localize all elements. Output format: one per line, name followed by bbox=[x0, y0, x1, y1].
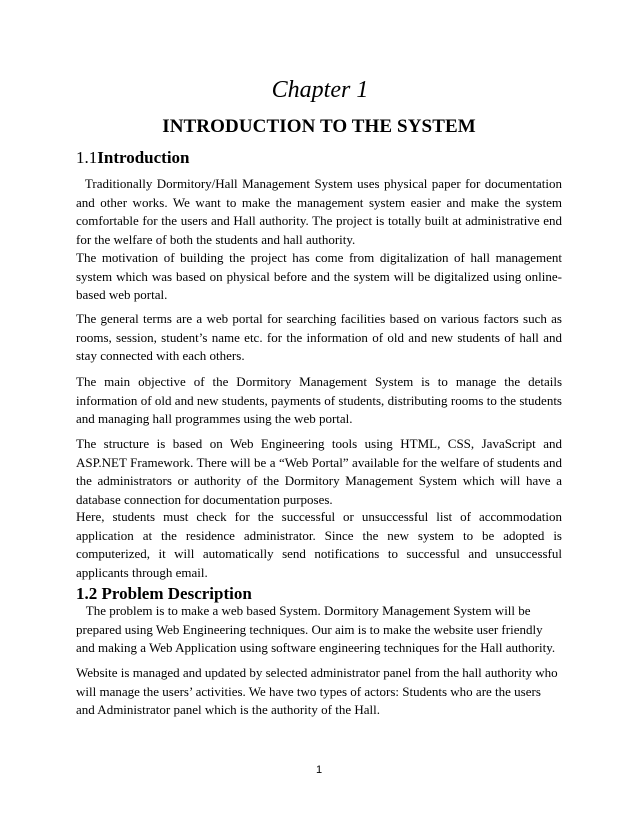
section-heading-introduction bbox=[76, 148, 190, 168]
main-heading: INTRODUCTION TO THE SYSTEM bbox=[162, 116, 476, 137]
intro-paragraph-2: The motivation of building the project has come from digitalization of hall management system which was based on physical before and the system will be digitalized using online-based web portal. bbox=[76, 250, 562, 302]
problem-paragraph-1: The problem is to make a web based System. Dormitory Management System will be prepared using Web Engineering techniques. Our aim is to make the website user friendly and making a Web Application using software engineering techniques for the Hall authority. bbox=[76, 603, 556, 655]
chapter-title-text: Chapter 1 bbox=[271, 77, 369, 103]
section-title: Introduction bbox=[97, 148, 190, 167]
page-number: 1 bbox=[315, 764, 323, 776]
intro-paragraph-1: Traditionally Dormitory/Hall Management System uses physical paper for documentation and other works. We want to make the management system easier and make the system comfortable for the users and Hall authority. The project is totally built at administrative end for the welfare of both the students and hall authority. bbox=[76, 176, 566, 247]
section-number: 1.1 bbox=[76, 148, 98, 167]
intro-paragraph-5: The structure is based on Web Engineering tools using HTML, CSS, JavaScript and ASP.NET Framework. There will be a “Web Portal” available for the welfare of students and the administrators or authority of the Dormitory Management System which will have a database connection for documentation purposes. bbox=[76, 436, 562, 507]
intro-paragraph-4: The main objective of the Dormitory Management System is to manage the details information of old and new students, payments of students, distributing rooms to the students and managing hall programmes using the web portal. bbox=[76, 374, 562, 426]
section-title: Problem Description bbox=[101, 584, 252, 603]
section-heading-problem-description bbox=[76, 584, 252, 604]
intro-paragraph-6: Here, students must check for the successful or unsuccessful list of accommodation application at the residence administrator. Since the new system to be adopted is computerized, it will automatically send notifications to successful and unsuccessful applicants through email. bbox=[76, 509, 562, 580]
section-number: 1.2 bbox=[76, 584, 98, 603]
problem-paragraph-2: Website is managed and updated by selected administrator panel from the hall authority who will manage the users’ activities. We have two types of actors: Students who are the users and Administrator panel which is the authority of the Hall. bbox=[76, 665, 558, 717]
chapter-title bbox=[0, 76, 638, 104]
intro-paragraph-3: The general terms are a web portal for searching facilities based on various factors such as rooms, session, student’s name etc. for the information of old and new students of hall and stay connected with each others. bbox=[76, 311, 562, 363]
